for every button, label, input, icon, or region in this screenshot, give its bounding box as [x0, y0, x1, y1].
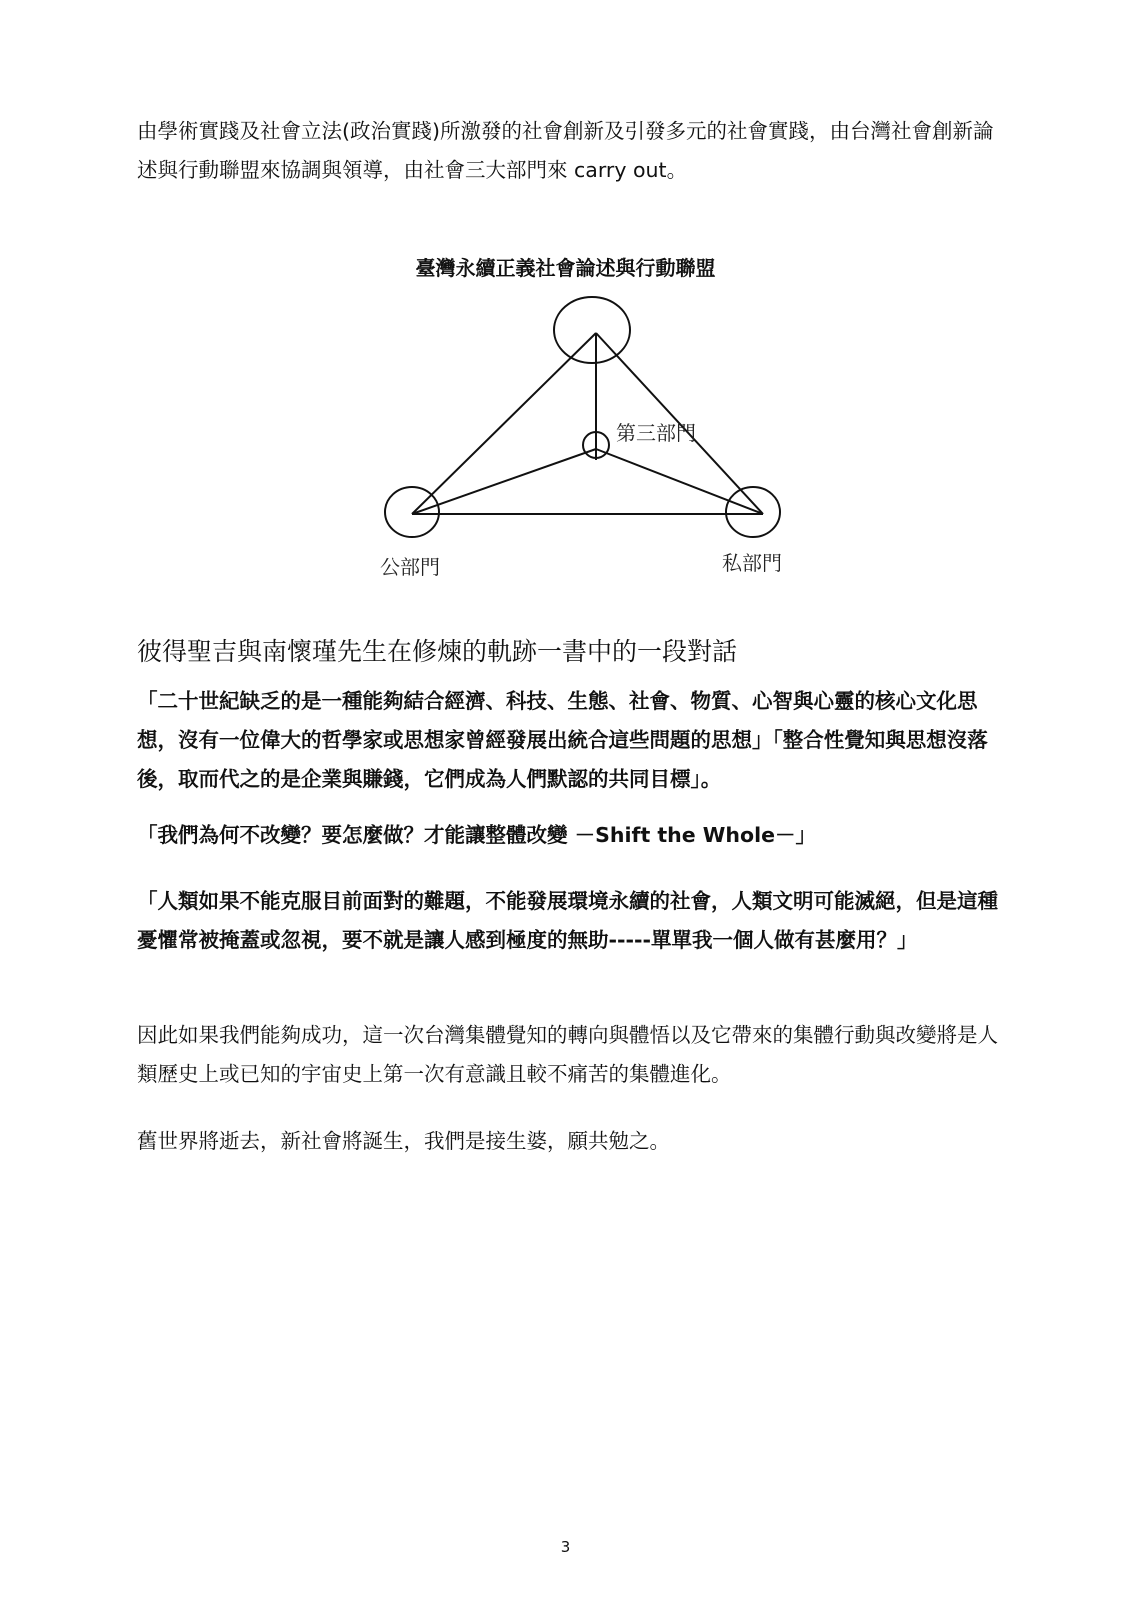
- public-sector-label: 公部門: [380, 555, 440, 579]
- inner-line-right: [596, 449, 763, 514]
- diagram-title: 臺灣永續正義社會論述與行動聯盟: [415, 256, 716, 280]
- top-circle: [554, 297, 630, 363]
- inner-line-left: [412, 449, 596, 514]
- intro-paragraph: 由學術實踐及社會立法(政治實踐)所激發的社會創新及引發多元的社會實踐，由台灣社會創新論述與行動聯盟來協調與領導，由社會三大部門來 carry out。: [137, 119, 994, 182]
- quote-1: 「二十世紀缺乏的是一種能夠結合經濟、科技、生態、社會、物質、心智與心靈的核心文化思想，沒有一位偉大的哲學家或思想家曾經發展出統合這些問題的思想」「整合性覺知與思想沒落後，取而代之的是企業與賺錢，它們成為人們默認的共同目標」。: [137, 689, 988, 791]
- private-sector-circle: [726, 487, 780, 537]
- private-sector-label: 私部門: [722, 551, 782, 575]
- third-sector-label: 第三部門: [616, 421, 696, 445]
- section-heading: 彼得聖吉與南懷瑾先生在修煉的軌跡一書中的一段對話: [137, 637, 738, 666]
- sector-triangle-diagram: [0, 0, 1131, 620]
- closing-paragraph-1: 因此如果我們能夠成功，這一次台灣集體覺知的轉向與體悟以及它帶來的集體行動與改變將是人類歷史上或已知的宇宙史上第一次有意識且較不痛苦的集體進化。: [137, 1023, 998, 1086]
- quote-2: 「我們為何不改變？要怎麼做？才能讓整體改變 －Shift the Whole－」: [137, 823, 817, 847]
- page-number: 3: [560, 1538, 571, 1556]
- quote-3: 「人類如果不能克服目前面對的難題，不能發展環境永續的社會，人類文明可能滅絕，但是這種憂懼常被掩蓋或忽視，要不就是讓人感到極度的無助-----單單我一個人做有甚麼用？」: [137, 889, 998, 952]
- triangle-edge-left: [412, 333, 596, 514]
- closing-paragraph-2: 舊世界將逝去，新社會將誕生，我們是接生婆，願共勉之。: [137, 1129, 670, 1153]
